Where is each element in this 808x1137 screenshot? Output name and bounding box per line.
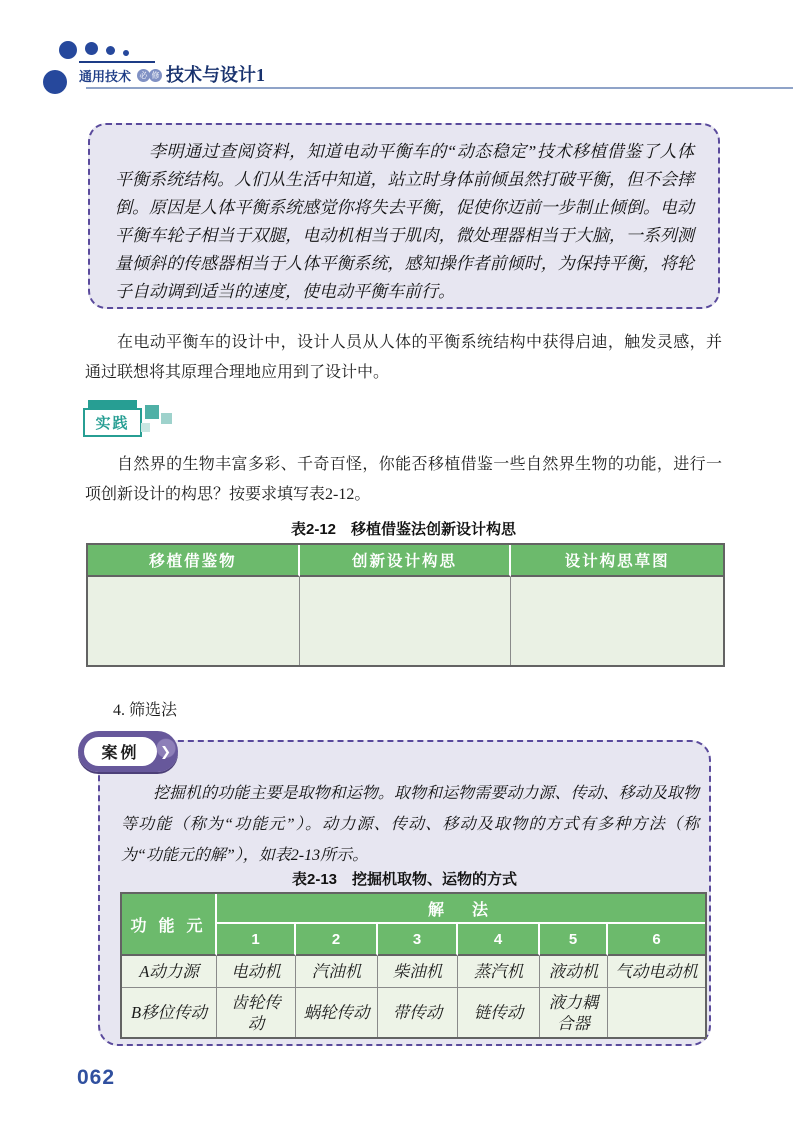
- table-2-13-cell: 带传动: [378, 988, 458, 1037]
- case-badge-label: 案例: [84, 737, 157, 766]
- logo-dot-icon: [59, 41, 77, 59]
- practice-badge-square-icon: [141, 423, 150, 432]
- table-2-13-solution-number: 2: [296, 924, 378, 956]
- excavator-case-text: 挖掘机的功能主要是取物和运物。取物和运物需要动力源、传动、移动及取物等功能（称为“功能元”）。动力源、传动、移动及取物的方式有多种方法（称为“功能元的解”），如表2-13所示。: [121, 785, 699, 864]
- table-2-13-solution-number: 3: [378, 924, 458, 956]
- practice-badge-label: 实践: [83, 408, 142, 437]
- table-2-13-title: 表2-13 挖掘机取物、运物的方式: [291, 871, 518, 888]
- table-2-13-cell: 蜗轮传动: [296, 988, 378, 1037]
- brand-label: 通用技术: [79, 69, 132, 84]
- page-number: 062: [77, 1066, 116, 1089]
- table-2-13-cell: 电动机: [217, 956, 296, 988]
- table-2-13-solution-number: 5: [540, 924, 608, 956]
- logo-dot-icon: [85, 42, 98, 55]
- book-title: 技术与设计1: [166, 65, 265, 85]
- design-summary-paragraph: 在电动平衡车的设计中，设计人员从人体的平衡系统结构中获得启迪，触发灵感，并通过联想将其原理合理地应用到了设计中。: [85, 334, 722, 381]
- table-2-12-empty-cell: [88, 577, 300, 665]
- table-2-13-cell: 液力耦合器: [540, 988, 608, 1037]
- table-2-13-cell: 齿轮传动: [217, 988, 296, 1037]
- brand-overline: [79, 61, 155, 63]
- table-2-13-solution-number: 1: [217, 924, 296, 956]
- table-2-13-cell: 柴油机: [378, 956, 458, 988]
- logo-dot-icon: [106, 46, 115, 55]
- practice-badge: [83, 398, 193, 438]
- table-2-13-cell: 气动电动机: [608, 956, 705, 988]
- table-2-13-row-name: A动力源: [122, 956, 217, 988]
- practice-badge-square-icon: [145, 405, 159, 419]
- practice-badge-square-icon: [161, 413, 172, 424]
- required-course-badge: 必: [137, 69, 150, 82]
- table-2-13-cell: 链传动: [458, 988, 540, 1037]
- table-2-13-cell: 蒸汽机: [458, 956, 540, 988]
- header-divider: [86, 87, 793, 89]
- table-2-13-cell: 汽油机: [296, 956, 378, 988]
- table-2-13-solution-number: 4: [458, 924, 540, 956]
- case-badge: [78, 731, 178, 772]
- table-2-12-empty-cell: [300, 577, 512, 665]
- table-2-13-row-name: B移位传动: [122, 988, 217, 1037]
- table-2-12: [86, 543, 725, 667]
- intro-case-box: [88, 123, 720, 309]
- table-2-13-empty-cell: [608, 988, 705, 1037]
- table-2-13: [120, 892, 707, 1039]
- table-2-13-solution-number: 6: [608, 924, 705, 956]
- chevron-right-icon: ❯: [160, 743, 171, 759]
- table-2-12-empty-cell: [511, 577, 723, 665]
- logo-dot-icon: [43, 70, 67, 94]
- section-heading-screening-method: 4. 筛选法: [113, 702, 178, 719]
- table-2-12-header: 移植借鉴物: [88, 545, 300, 577]
- table-2-13-solution-header: 解 法: [217, 894, 705, 924]
- table-2-12-header: 创新设计构思: [300, 545, 512, 577]
- logo-dot-icon: [123, 50, 129, 56]
- required-course-badge: 修: [149, 69, 162, 82]
- practice-badge-bar: [88, 400, 137, 408]
- intro-case-text: 李明通过查阅资料，知道电动平衡车的“动态稳定”技术移植借鉴了人体平衡系统结构。人们从生活中知道，站立时身体前倾虽然打破平衡，但不会摔倒。原因是人体平衡系统感觉你将失去平衡，促使你迈前一步制止倾倒。电动平衡车轮子相当于双腿，电动机相当于肌肉，微处理器相当于大脑，一系列测量倾斜的传感器相当于人体平衡系统，感知操作者前倾时，为保持平衡，将轮子自动调到适当的速度，使电动平衡车前行。: [115, 142, 694, 301]
- table-2-12-title: 表2-12 移植借鉴法创新设计构思: [290, 521, 517, 538]
- table-2-13-corner-header: 功 能 元: [122, 894, 217, 956]
- table-2-13-cell: 液动机: [540, 956, 608, 988]
- practice-prompt-paragraph: 自然界的生物丰富多彩、千奇百怪，你能否移植借鉴一些自然界生物的功能，进行一项创新设计的构思？按要求填写表2-12。: [85, 456, 722, 503]
- table-2-12-header: 设计构思草图: [511, 545, 723, 577]
